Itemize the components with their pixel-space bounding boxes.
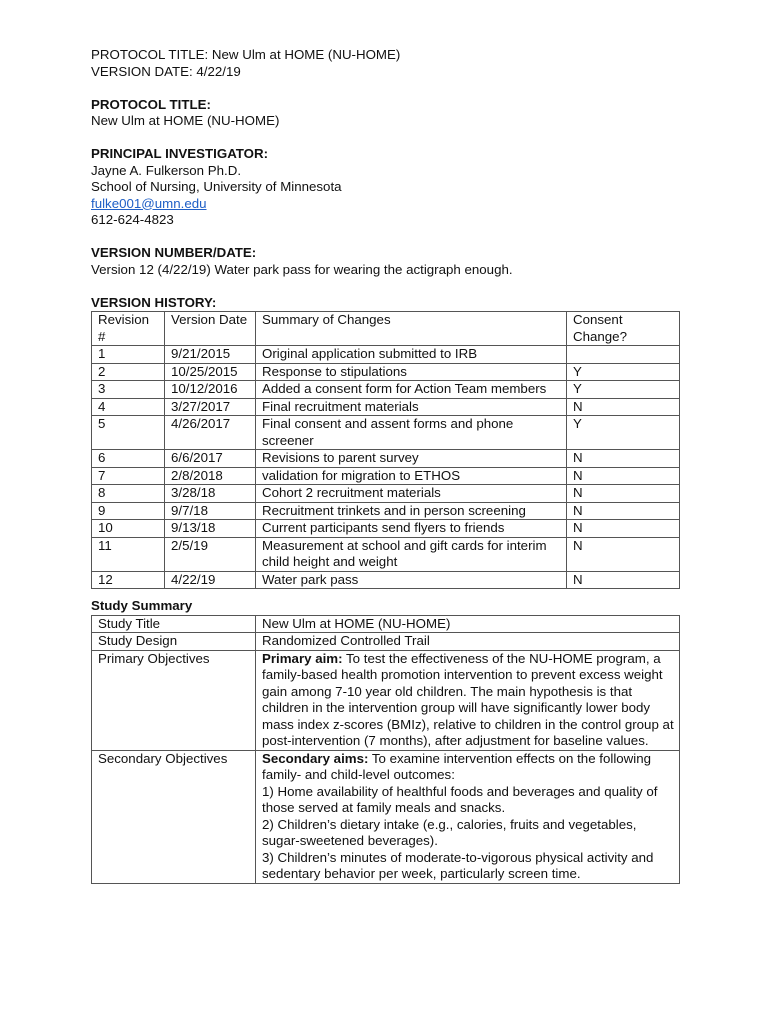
table-row (92, 416, 680, 450)
consent-cell: Y (567, 416, 680, 450)
version-number-value: Version 12 (4/22/19) Water park pass for wearing the actigraph enough. (91, 261, 513, 277)
summary-cell: Revisions to parent survey (256, 450, 567, 468)
study-title-value: New Ulm at HOME (NU-HOME) (256, 615, 680, 633)
primary-aim-lead: Primary aim: (262, 650, 343, 666)
summary-cell: Recruitment trinkets and in person screening (256, 502, 567, 520)
summary-cell: Current participants send flyers to friends (256, 520, 567, 538)
version-date-cell: 9/21/2015 (165, 346, 256, 364)
version-date-cell: 10/12/2016 (165, 381, 256, 399)
summary-cell: Original application submitted to IRB (256, 346, 567, 364)
summary-cell: Response to stipulations (256, 363, 567, 381)
summary-cell: Added a consent form for Action Team members (256, 381, 567, 399)
secondary-aim-text: To examine intervention effects on the following family- and child-level outcomes: (262, 750, 652, 782)
summary-cell: validation for migration to ETHOS (256, 467, 567, 485)
secondary-item: 2) Children’s dietary intake (e.g., calories, fruits and vegetables, sugar-sweetened beverages). (262, 816, 637, 848)
pi-label: PRINCIPAL INVESTIGATOR: (91, 146, 269, 161)
table-row (92, 346, 680, 364)
column-header-consent: Consent Change? (567, 312, 680, 346)
table-row (92, 750, 680, 883)
version-date-cell: 9/13/18 (165, 520, 256, 538)
version-date-cell: 6/6/2017 (165, 450, 256, 468)
primary-objectives-label: Primary Objectives (92, 650, 256, 750)
consent-cell (567, 346, 680, 364)
table-row (92, 520, 680, 538)
study-title-label: Study Title (92, 615, 256, 633)
version-history-table (91, 311, 680, 589)
version-number-label: VERSION NUMBER/DATE: (91, 245, 257, 260)
secondary-objectives-label: Secondary Objectives (92, 750, 256, 883)
revision-cell: 9 (92, 502, 165, 520)
column-header-summary: Summary of Changes (256, 312, 567, 346)
primary-objectives-cell (256, 650, 680, 750)
table-row (92, 571, 680, 589)
revision-cell: 10 (92, 520, 165, 538)
revision-cell: 1 (92, 346, 165, 364)
study-design-label: Study Design (92, 633, 256, 651)
header-version-date: VERSION DATE: 4/22/19 (91, 63, 241, 79)
pi-name: Jayne A. Fulkerson Ph.D. (91, 162, 242, 178)
table-row (92, 502, 680, 520)
version-date-cell: 3/28/18 (165, 485, 256, 503)
version-date-cell: 2/5/19 (165, 537, 256, 571)
column-header-version-date: Version Date (165, 312, 256, 346)
secondary-objectives-cell (256, 750, 680, 883)
consent-cell: N (567, 467, 680, 485)
consent-cell: N (567, 398, 680, 416)
revision-cell: 2 (92, 363, 165, 381)
table-row (92, 485, 680, 503)
revision-cell: 12 (92, 571, 165, 589)
pi-email-link[interactable]: fulke001@umn.edu (91, 195, 207, 211)
secondary-item: 1) Home availability of healthful foods and beverages and quality of those served at family meals and snacks. (262, 783, 658, 815)
version-date-cell: 4/26/2017 (165, 416, 256, 450)
consent-cell: N (567, 502, 680, 520)
secondary-item: 3) Children’s minutes of moderate-to-vigorous physical activity and sedentary behavior per week, particularly screen time. (262, 849, 654, 881)
summary-cell: Water park pass (256, 571, 567, 589)
table-row (92, 650, 680, 750)
revision-cell: 8 (92, 485, 165, 503)
revision-cell: 5 (92, 416, 165, 450)
consent-cell: N (567, 485, 680, 503)
revision-cell: 4 (92, 398, 165, 416)
version-date-cell: 10/25/2015 (165, 363, 256, 381)
revision-cell: 6 (92, 450, 165, 468)
table-row (92, 363, 680, 381)
primary-aim-text: To test the effectiveness of the NU-HOME program, a family-based health promotion intervention to prevent excess weight gain among 7-10 year old children. The main hypothesis is that children in the intervention group will have significantly lower body mass index z-scores (BMIz), relative to children in the control group at post-intervention (7 months), after adjustment for baseline values. (262, 650, 674, 748)
document-body (91, 47, 679, 884)
secondary-aim-lead: Secondary aims: (262, 750, 369, 766)
study-summary-label: Study Summary (91, 598, 193, 613)
protocol-title-label: PROTOCOL TITLE: (91, 96, 211, 112)
table-row (92, 450, 680, 468)
consent-cell: N (567, 520, 680, 538)
summary-cell: Cohort 2 recruitment materials (256, 485, 567, 503)
version-history-label: VERSION HISTORY: (91, 294, 217, 310)
version-date-cell: 4/22/19 (165, 571, 256, 589)
pi-phone: 612-624-4823 (91, 212, 174, 227)
table-row (92, 633, 680, 651)
consent-cell: N (567, 450, 680, 468)
table-row (92, 537, 680, 571)
consent-cell: N (567, 571, 680, 589)
column-header-revision: Revision # (92, 312, 165, 346)
table-row (92, 615, 680, 633)
version-date-cell: 2/8/2018 (165, 467, 256, 485)
revision-cell: 11 (92, 537, 165, 571)
revision-cell: 7 (92, 467, 165, 485)
table-row (92, 467, 680, 485)
consent-cell: N (567, 537, 680, 571)
pi-affiliation: School of Nursing, University of Minnesota (91, 179, 342, 194)
table-header-row (92, 312, 680, 346)
study-summary-table (91, 615, 680, 884)
summary-cell: Final consent and assent forms and phone screener (256, 416, 567, 450)
consent-cell: Y (567, 381, 680, 399)
table-row (92, 381, 680, 399)
table-row (92, 398, 680, 416)
version-date-cell: 9/7/18 (165, 502, 256, 520)
header-protocol-title: PROTOCOL TITLE: New Ulm at HOME (NU-HOME) (91, 47, 401, 62)
summary-cell: Final recruitment materials (256, 398, 567, 416)
study-design-value: Randomized Controlled Trail (256, 633, 680, 651)
revision-cell: 3 (92, 381, 165, 399)
summary-cell: Measurement at school and gift cards for interim child height and weight (256, 537, 567, 571)
consent-cell: Y (567, 363, 680, 381)
version-date-cell: 3/27/2017 (165, 398, 256, 416)
protocol-title-value: New Ulm at HOME (NU-HOME) (91, 113, 280, 128)
